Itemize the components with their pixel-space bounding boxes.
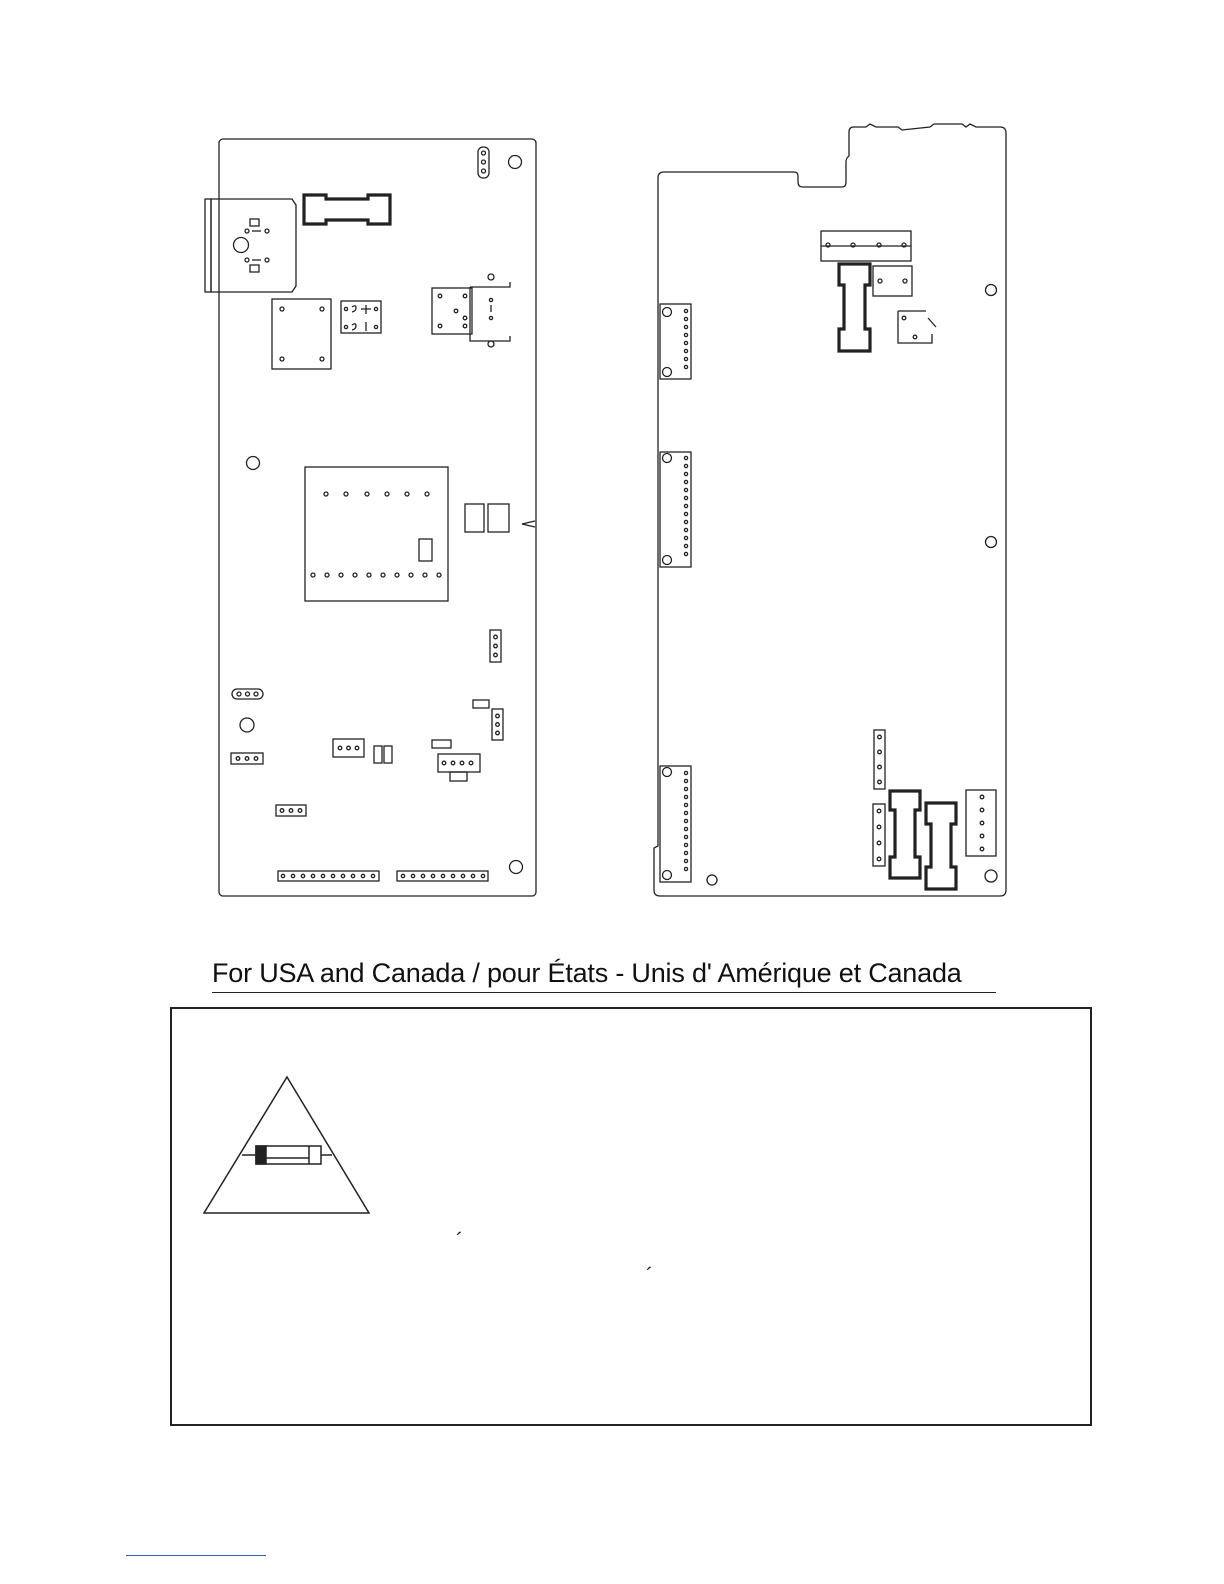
bridge-rectifier — [341, 301, 381, 333]
accent-mark: ´ — [456, 1228, 464, 1253]
dc-jack-group — [432, 274, 510, 347]
mount-hole — [707, 875, 717, 885]
header-3pin-rounded — [232, 689, 263, 699]
module-pins-top — [324, 492, 429, 496]
region-caption: For USA and Canada / pour États - Unis d' Amérique et Canada — [212, 956, 996, 993]
header-4pin-vertical — [874, 730, 885, 789]
small-component — [473, 700, 489, 708]
header-3pin-left — [231, 753, 263, 764]
header-3pin-small — [276, 805, 306, 816]
edge-connector-bottom — [660, 766, 691, 882]
mount-hole — [986, 537, 997, 548]
mount-hole — [240, 718, 254, 732]
dual-resistor — [374, 746, 392, 763]
pin-header-bottom-right — [397, 871, 488, 881]
header-4pin-top — [821, 231, 911, 261]
right-pcb-board — [654, 124, 1006, 896]
edge-connector-top — [660, 304, 691, 379]
mount-hole — [510, 861, 523, 874]
capacitor-block — [465, 504, 484, 532]
fuse-outline-right-top — [839, 264, 870, 351]
mount-hole — [985, 870, 997, 882]
accent-mark: ´ — [646, 1263, 654, 1288]
main-module — [305, 467, 448, 601]
mount-hole — [509, 156, 522, 169]
fuse-notice-box — [170, 1007, 1092, 1426]
fuse-outline-left-top — [304, 195, 390, 224]
fuse-warning-triangle-icon — [202, 1075, 372, 1217]
module-pins-bottom — [311, 573, 441, 577]
pin-header-bottom-left — [278, 871, 379, 881]
left-pcb-board — [205, 139, 536, 896]
capacitor-block — [488, 504, 509, 532]
transformer-block — [272, 299, 331, 369]
regulator-4pin — [438, 754, 480, 781]
edge-connector-mid — [660, 452, 691, 567]
fuse-outline-right-bottom-a — [890, 791, 920, 878]
header-5pin-vertical — [966, 790, 996, 856]
header-2pin — [873, 266, 912, 296]
right-board-outline — [654, 124, 1006, 896]
header-4pin-vertical-lower — [873, 804, 885, 866]
small-component — [432, 740, 451, 748]
header-3pin-top — [478, 147, 489, 178]
header-3pin-center — [333, 739, 364, 757]
mount-hole — [986, 285, 997, 296]
footer-link-underline[interactable] — [126, 1555, 266, 1556]
fuse-outline-right-bottom-b — [926, 803, 956, 889]
edge-marker — [522, 521, 535, 527]
relay-component — [898, 311, 936, 343]
mount-hole — [247, 457, 260, 470]
header-3pin-right — [492, 709, 503, 740]
header-3pin-mid — [490, 630, 501, 662]
